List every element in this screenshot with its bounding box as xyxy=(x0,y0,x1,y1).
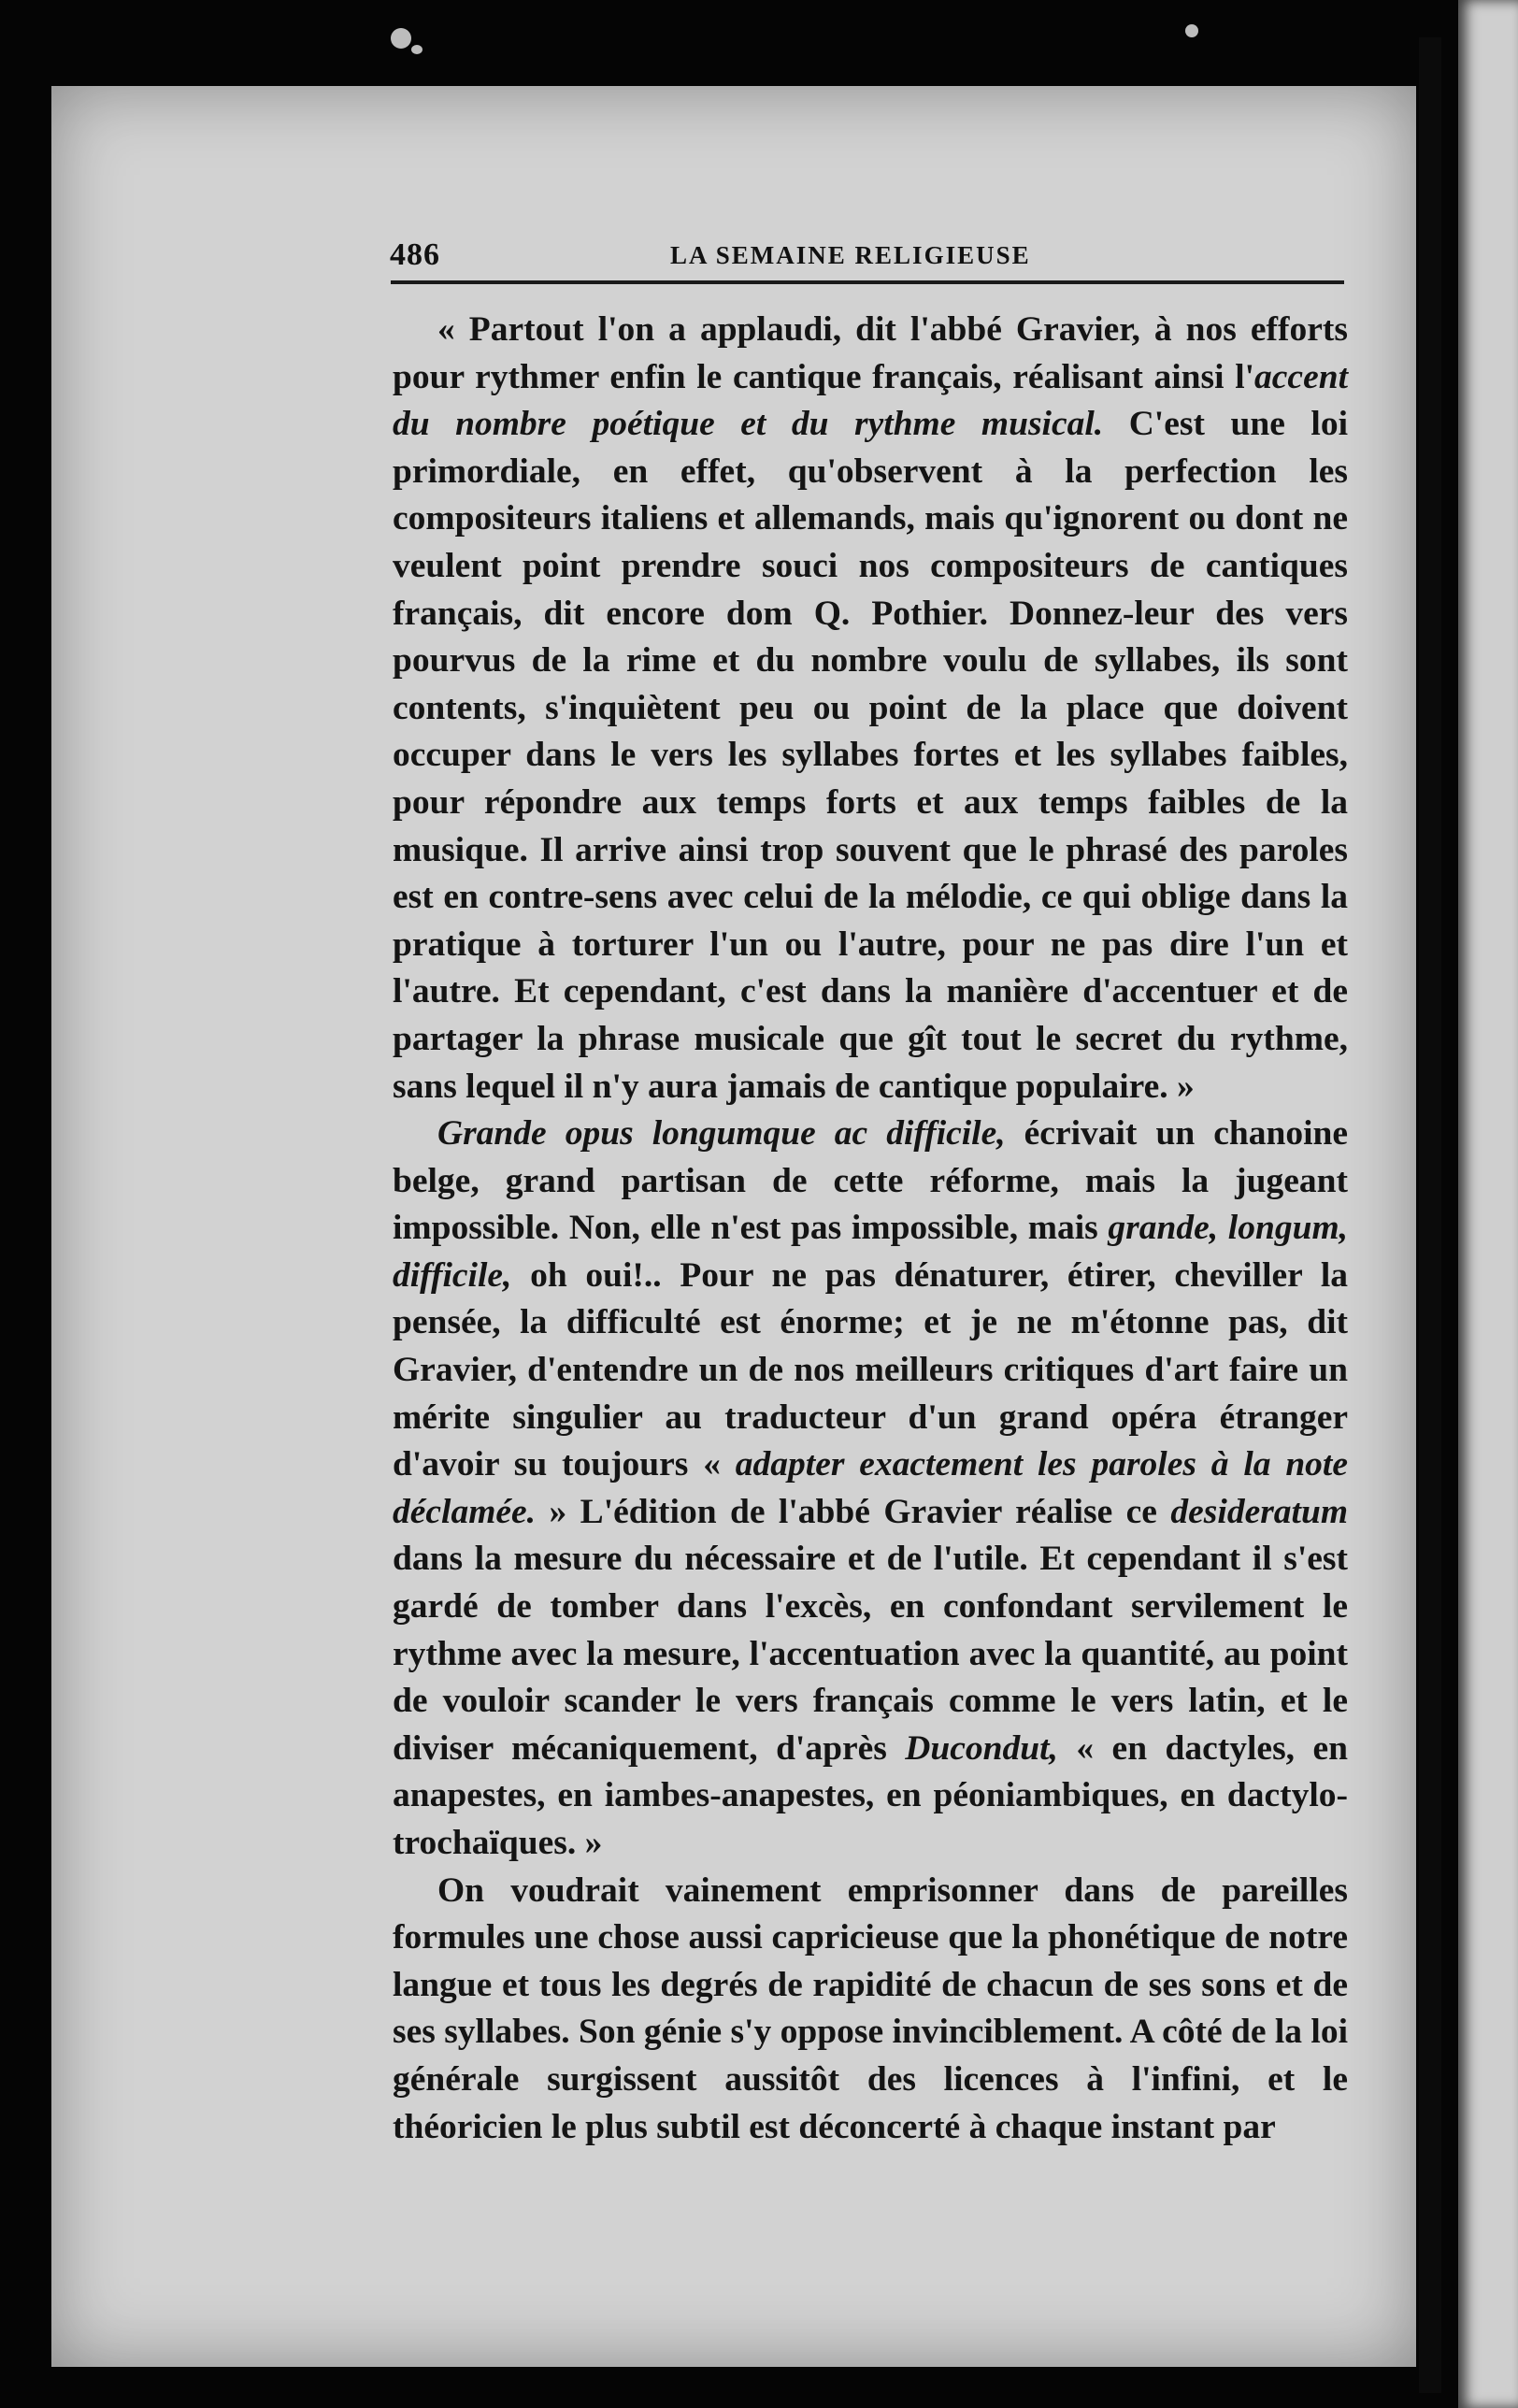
adjacent-page-strip xyxy=(1458,0,1518,2408)
header-rule xyxy=(391,280,1344,284)
italic-run: adapter exactement les paroles à la note déclamée. xyxy=(393,1445,1348,1531)
dust-speck xyxy=(411,45,422,54)
text-run: C'est une loi primordiale, en effet, qu'observent à la perfection les compositeurs italiens et allemands, mais qu'ignorent ou dont ne veulent point prendre souci nos compositeurs de cantiques français, dit encore dom Q. Pothier. Donnez-leur des vers pourvus de la rime et du nombre voulu de syllabes, ils sont contents, s'inquiètent peu ou point de la place que doivent occuper dans le vers les syllabes fortes et les syllabes faibles, pour répondre aux temps forts et aux temps faibles de la musique. Il arrive ainsi trop souvent que le phrasé des paroles est en contre-sens avec celui de la mélodie, ce qui oblige dans la pratique à torturer l'un ou l'autre, pour ne pas dire l'un et l'autre. Et cependant, c'est dans la manière d'accentuer et de partager la phrase musicale que gît tout le secret du rythme, sans lequel il n'y aura jamais de cantique populaire. » xyxy=(393,405,1348,1106)
body-text xyxy=(393,307,1348,2151)
text-run: » L'édition de l'abbé Gravier réalise ce xyxy=(536,1492,1171,1531)
text-run: « en dactyles, en anapestes, en iambes-anapestes, en péoniambiques, en dactylo-trochaïques. » xyxy=(393,1728,1348,1862)
dust-speck xyxy=(1185,24,1198,37)
italic-run: accent du nombre poétique et du rythme musical. xyxy=(393,357,1348,444)
page-header xyxy=(341,237,1346,284)
dust-speck xyxy=(391,28,411,49)
italic-run: desideratum xyxy=(1170,1492,1348,1531)
text-run: On voudrait vainement emprisonner dans de pareilles formules une chose aussi capricieuse que la phonétique de notre langue et tous les degrés de rapidité de chacun de ses sons et de ses syllabes. Son génie s'y oppose invinciblement. A côté de la loi générale surgissent aussitôt des licences à l'infini, et le théoricien le plus subtil est déconcerté à chaque instant par xyxy=(393,1870,1348,2146)
running-head: LA SEMAINE RELIGIEUSE xyxy=(670,241,1031,269)
text-run: « Partout l'on a applaudi, dit l'abbé Gravier, à nos efforts pour rythmer enfin le cantique français, réalisant ainsi l' xyxy=(393,310,1348,396)
italic-run: Grande opus longumque ac difficile, xyxy=(437,1114,1006,1154)
text-run: oh oui!.. Pour ne pas dénaturer, étirer, cheviller la pensée, la difficulté est énorme; et je ne m'étonne pas, dit Gravier, d'entendre un de nos meilleurs critiques d'art faire un mérite singulier au traducteur d'un grand opéra étranger d'avoir su toujours « xyxy=(393,1255,1348,1484)
italic-run: grande, longum, difficile, xyxy=(393,1209,1348,1295)
text-run: dans la mesure du nécessaire et de l'utile. Et cependant il s'est gardé de tomber dans l'excès, en confondant servilement le rythme avec la mesure, l'accentuation avec la quantité, au point de vouloir scander le vers français comme le vers latin, et le diviser mécaniquement, d'après xyxy=(393,1540,1348,1768)
paragraph-3 xyxy=(393,1868,1348,2152)
italic-run: Ducondut, xyxy=(905,1728,1058,1768)
text-run: écrivait un chanoine belge, grand partisan de cette réforme, mais la jugeant impossible. Non, elle n'est pas impossible, mais xyxy=(393,1114,1348,1248)
page-gutter-shadow xyxy=(1419,37,1441,2393)
page-number: 486 xyxy=(390,237,440,272)
paragraph-1 xyxy=(393,307,1348,1111)
paragraph-2 xyxy=(393,1111,1348,1868)
